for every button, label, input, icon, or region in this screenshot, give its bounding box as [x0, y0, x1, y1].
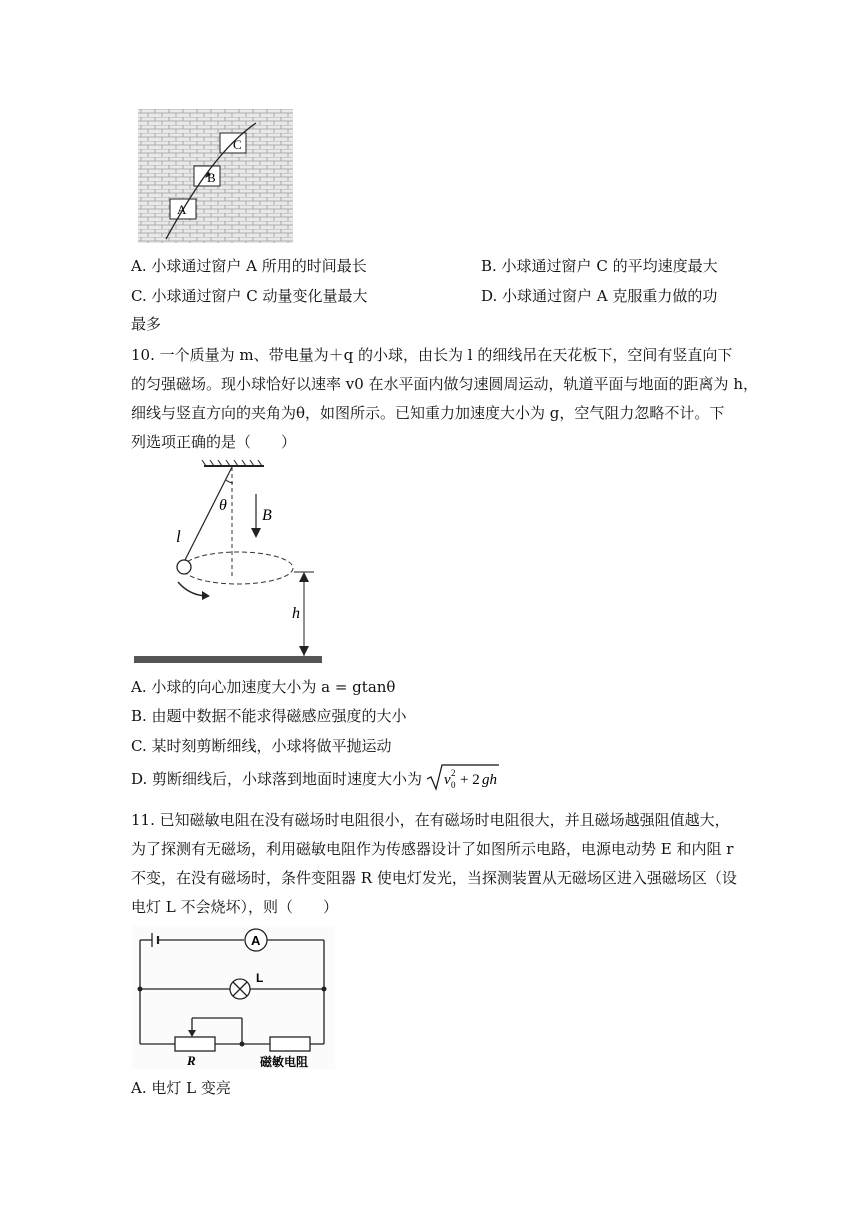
ball: [177, 560, 191, 574]
svg-text:磁敏电阻: 磁敏电阻: [260, 1055, 309, 1069]
q9-wall-figure: [138, 109, 293, 243]
label-b: B: [207, 170, 216, 185]
l-label: l: [176, 527, 181, 546]
q10-pendulum-figure: [134, 460, 329, 670]
q9-option-d: D. 小球通过窗户 A 克服重力做的功: [481, 287, 718, 305]
svg-text:gh: gh: [482, 772, 497, 788]
q10-option-b: B. 由题中数据不能求得磁感应强度的大小: [131, 707, 407, 725]
h-label: h: [292, 605, 300, 622]
b-label: B: [262, 507, 272, 524]
q10-stem-line-1: 10. 一个质量为 m、带电量为＋q 的小球，由长为 l 的细线吊在天花板下，空间有竖直向下: [131, 346, 733, 364]
svg-text:2: 2: [451, 768, 456, 778]
q11-circuit-figure: [132, 926, 335, 1069]
q10-stem-line-4: 列选项正确的是（ ）: [131, 433, 297, 451]
string: [184, 467, 232, 562]
theta-label: θ: [219, 497, 227, 514]
svg-text:+ 2: + 2: [460, 772, 480, 788]
svg-text:A: A: [251, 933, 261, 948]
q9-option-b: B. 小球通过窗户 C 的平均速度最大: [481, 257, 718, 275]
q10-option-c: C. 某时刻剪断细线，小球将做平抛运动: [131, 737, 392, 755]
orbit: [183, 552, 293, 584]
q10-option-d-formula: [425, 762, 500, 792]
rheostat: [175, 1037, 215, 1051]
svg-text:L: L: [256, 971, 264, 985]
svg-text:0: 0: [451, 780, 456, 790]
label-c: C: [233, 137, 242, 152]
q10-stem-line-2: 的匀强磁场。现小球恰好以速率 v0 在水平面内做匀速圆周运动，轨道平面与地面的距离为 h，: [131, 375, 758, 393]
q10-stem-line-3: 细线与竖直方向的夹角为θ，如图所示。已知重力加速度大小为 g，空气阻力忽略不计。下: [131, 404, 725, 422]
q11-stem-line-1: 11. 已知磁敏电阻在没有磁场时电阻很小，在有磁场时电阻很大，并且磁场越强阻值越大，: [131, 811, 730, 829]
ground: [134, 656, 322, 663]
svg-text:R: R: [187, 1053, 196, 1068]
q11-stem-line-3: 不变，在没有磁场时，条件变阻器 R 使电灯发光，当探测装置从无磁场区进入强磁场区（设: [131, 869, 737, 887]
q11-option-a: A. 电灯 L 变亮: [131, 1079, 231, 1097]
q9-option-a: A. 小球通过窗户 A 所用的时间最长: [131, 257, 367, 275]
motion-arrow: [178, 582, 206, 596]
q9-option-c: C. 小球通过窗户 C 动量变化量最大: [131, 287, 368, 305]
magnetoresistor: [270, 1037, 310, 1051]
q9-option-d-continued: 最多: [131, 315, 162, 333]
q10-option-a: A. 小球的向心加速度大小为 a = gtanθ: [131, 678, 396, 696]
q11-stem-line-4: 电灯 L 不会烧坏），则（ ）: [131, 898, 338, 916]
q11-stem-line-2: 为了探测有无磁场，利用磁敏电阻作为传感器设计了如图所示电路，电源电动势 E 和内阻 r: [131, 840, 734, 858]
q10-option-d: D. 剪断细线后，小球落到地面时速度大小为: [131, 770, 423, 788]
label-a: A: [177, 202, 187, 217]
svg-text:v: v: [444, 772, 451, 788]
